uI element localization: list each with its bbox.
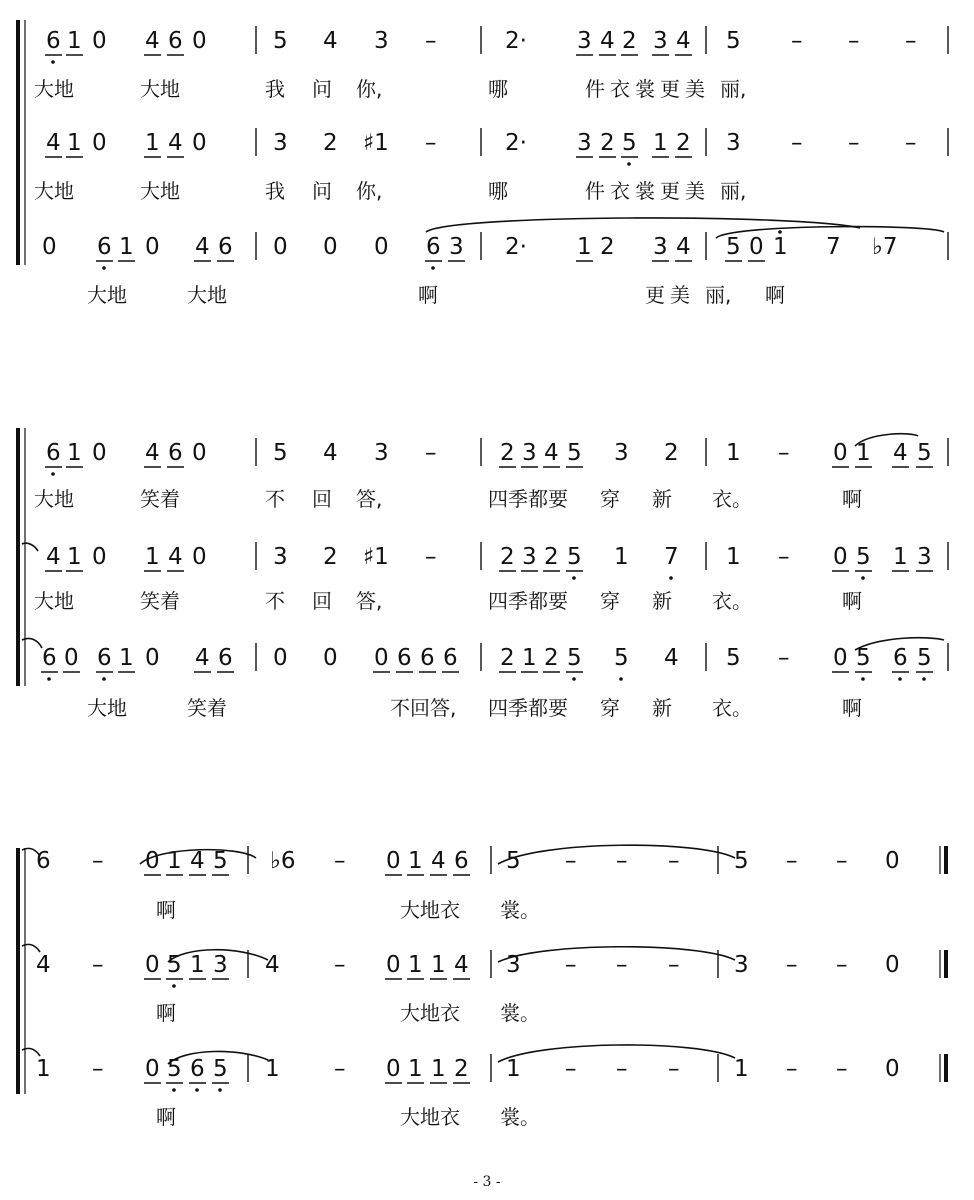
note: 5 [917,440,932,466]
note: 0 [833,440,848,466]
note: – [668,848,680,874]
note: 4 [676,28,691,54]
lyric: 笑着 [140,589,180,613]
note: 0 [42,234,57,260]
note: 1 [119,234,134,260]
lyric: 衣。 [712,589,752,613]
note: 4 [168,544,183,570]
note: 5 [726,234,741,260]
note: 0 [749,234,764,260]
note: 1 [190,952,205,978]
note: – [334,848,346,874]
note: – [836,952,848,978]
note: – [778,645,790,671]
note: 0 [192,130,207,156]
note: – [778,440,790,466]
note: 4 [46,544,61,570]
note: 0 [374,234,389,260]
note: – [92,848,104,874]
lyric: 问 [312,77,332,101]
note: 4 [676,234,691,260]
note: – [334,1056,346,1082]
lyric: 答, [356,589,383,613]
note: 3 [374,28,389,54]
low-octave-dot [861,677,865,681]
low-octave-dot [102,677,106,681]
note: 1 [145,130,160,156]
note: – [791,130,803,156]
note: 0 [885,848,900,874]
note: 2 [622,28,637,54]
lyric: 我 [265,77,285,101]
note: 2 [600,130,615,156]
note: 3 [577,28,592,54]
lyric: 美 [670,283,690,307]
note: 6 [443,645,458,671]
note: – [616,1056,628,1082]
lyric: 大地衣 [400,898,460,922]
note: 1 [577,234,592,260]
lyric: 美 [685,179,705,203]
lyric: 丽, [705,283,732,307]
lyric: 新 [652,696,672,720]
note: ♯1 [363,544,389,570]
note: – [425,28,437,54]
note: 1 [431,1056,446,1082]
note: 1 [522,645,537,671]
lyric: 穿 [600,589,620,613]
note: 5 [273,28,288,54]
high-octave-dot [778,230,782,234]
note: 0 [145,952,160,978]
low-octave-dot [572,677,576,681]
note: 3 [614,440,629,466]
note: 2· [505,234,527,260]
low-octave-dot [195,1088,199,1092]
note: 3 [653,28,668,54]
note: 4 [190,848,205,874]
note: – [668,952,680,978]
note: – [905,130,917,156]
note: 1 [36,1056,51,1082]
lyric: 啊 [842,487,862,511]
note: 5 [726,28,741,54]
note: 5 [734,848,749,874]
note: 6 [42,645,57,671]
note: 6 [46,440,61,466]
note: 3 [917,544,932,570]
lyric: 衣。 [712,487,752,511]
note: 3 [653,234,668,260]
note: – [565,952,577,978]
lyric: 更 [660,77,680,101]
note: 5 [856,645,871,671]
lyric: 裳。 [500,1105,540,1129]
note: 4 [323,28,338,54]
note: 1 [506,1056,521,1082]
note: ♭7 [872,234,898,260]
note: 6 [97,645,112,671]
note: 1 [67,130,82,156]
note: 3 [734,952,749,978]
note: 0 [92,130,107,156]
note: 0 [386,952,401,978]
note: 4 [195,234,210,260]
note: 4 [323,440,338,466]
note: 1 [408,848,423,874]
note: 0 [145,848,160,874]
note: 4 [195,645,210,671]
note: – [778,544,790,570]
note: 0 [386,1056,401,1082]
note: 2 [454,1056,469,1082]
lyric: 四季都要 [488,589,568,613]
note: 2 [500,645,515,671]
note: 6 [97,234,112,260]
note: 5 [273,440,288,466]
lyric: 不回答, [390,696,457,720]
note: 0 [885,952,900,978]
note: ♭6 [270,848,296,874]
note: 6 [454,848,469,874]
note: 1 [726,440,741,466]
note: 0 [833,544,848,570]
note: 2 [323,130,338,156]
note: 3 [522,440,537,466]
lyric: 件 [585,179,605,203]
low-octave-dot [898,677,902,681]
lyric: 回 [312,487,332,511]
lyric: 衣。 [712,696,752,720]
note: 0 [92,544,107,570]
note: 0 [145,234,160,260]
lyric: 新 [652,487,672,511]
note: 0 [885,1056,900,1082]
lyric: 啊 [842,696,862,720]
note: 4 [454,952,469,978]
lyric: 裳 [635,77,655,101]
lyric: 笑着 [187,696,227,720]
lyric: 大地 [87,283,127,307]
note: 0 [92,440,107,466]
lyric: 大地衣 [400,1001,460,1025]
lyric: 丽, [720,179,747,203]
note: 5 [917,645,932,671]
note: 0 [145,645,160,671]
note: 2 [500,544,515,570]
note: 0 [273,234,288,260]
low-octave-dot [172,1088,176,1092]
note: 5 [567,544,582,570]
note: – [848,28,860,54]
low-octave-dot [47,677,51,681]
note: 5 [856,544,871,570]
note: – [425,440,437,466]
score-content [18,20,948,1129]
low-octave-dot [922,677,926,681]
low-octave-dot [172,984,176,988]
note: 1 [614,544,629,570]
note: 1 [67,440,82,466]
note: 4 [145,440,160,466]
note: 1 [408,1056,423,1082]
note: 6 [218,234,233,260]
lyric: 新 [652,589,672,613]
lyric: 问 [312,179,332,203]
note: 6 [893,645,908,671]
note: – [616,952,628,978]
low-octave-dot [51,60,55,64]
note: – [92,1056,104,1082]
note: 4 [36,952,51,978]
note: 0 [145,1056,160,1082]
note: 5 [622,130,637,156]
lyric: 不 [265,589,285,613]
note: – [836,1056,848,1082]
low-octave-dot [572,576,576,580]
note: 0 [386,848,401,874]
note: 0 [192,440,207,466]
note: 4 [664,645,679,671]
lyric: 啊 [156,898,176,922]
note: 1 [893,544,908,570]
low-octave-dot [627,162,631,166]
lyric: 更 [645,283,665,307]
note: 4 [431,848,446,874]
note: 5 [614,645,629,671]
note: 3 [506,952,521,978]
note: 0 [374,645,389,671]
lyric: 裳。 [500,1001,540,1025]
tie-system1-bass [426,218,860,232]
lyric: 大地 [34,77,74,101]
note: – [565,1056,577,1082]
note: 4 [544,440,559,466]
lyric: 大地 [34,487,74,511]
low-octave-dot [431,266,435,270]
note: 2 [664,440,679,466]
lyric: 答, [356,487,383,511]
lyric: 啊 [765,283,785,307]
note: – [334,952,346,978]
lyric: 大地 [34,179,74,203]
note: 7 [826,234,841,260]
note: 4 [600,28,615,54]
note: 5 [726,645,741,671]
note: – [836,848,848,874]
lyric: 更 [660,179,680,203]
lyric: 我 [265,179,285,203]
note: 5 [213,1056,228,1082]
note: 4 [893,440,908,466]
note: 2 [544,645,559,671]
note: 0 [323,645,338,671]
note: 3 [374,440,389,466]
lyric: 笑着 [140,487,180,511]
note: 5 [506,848,521,874]
note: 6 [168,28,183,54]
note: 1 [773,234,788,260]
note: – [848,130,860,156]
note: – [92,952,104,978]
lyric: 美 [685,77,705,101]
note: 5 [167,952,182,978]
low-octave-dot [51,472,55,476]
ties [22,218,944,1064]
note: 3 [449,234,464,260]
note: 6 [426,234,441,260]
low-octave-dot [102,266,106,270]
note: 6 [190,1056,205,1082]
note: 6 [397,645,412,671]
note: 4 [46,130,61,156]
note: – [425,130,437,156]
lyric: 衣 [610,179,630,203]
lyric: 啊 [156,1105,176,1129]
note: 4 [265,952,280,978]
low-octave-dot [669,576,673,580]
note: 3 [273,130,288,156]
lyric: 你, [356,77,383,101]
note: 5 [167,1056,182,1082]
note: 2 [676,130,691,156]
lyric: 大地 [140,179,180,203]
lyric: 回 [312,589,332,613]
low-octave-dot [619,677,623,681]
lyric: 啊 [842,589,862,613]
note: 3 [213,952,228,978]
note: 2· [505,130,527,156]
note: 7 [664,544,679,570]
lyric: 啊 [156,1001,176,1025]
note: – [786,1056,798,1082]
lyric: 大地 [87,696,127,720]
note: 4 [168,130,183,156]
note: 1 [734,1056,749,1082]
note: 1 [67,544,82,570]
note: 1 [408,952,423,978]
note: 0 [192,544,207,570]
lyric: 大地 [34,589,74,613]
note: 0 [273,645,288,671]
low-octave-dot [218,1088,222,1092]
lyric: 穿 [600,696,620,720]
lyric: 大地 [187,283,227,307]
note: – [786,848,798,874]
page-number: - 3 - [473,1174,501,1190]
note: 5 [213,848,228,874]
note: 0 [323,234,338,260]
note: 2 [544,544,559,570]
note: 1 [145,544,160,570]
lyric: 裳 [635,179,655,203]
note: – [786,952,798,978]
lyric: 衣 [610,77,630,101]
note: 5 [567,440,582,466]
lyric: 裳。 [500,898,540,922]
lyric: 哪 [488,77,508,101]
lyric: 大地 [140,77,180,101]
note: 2 [500,440,515,466]
lyric: 不 [265,487,285,511]
note: 1 [265,1056,280,1082]
lyric: 你, [356,179,383,203]
note: 2 [323,544,338,570]
lyric: 穿 [600,487,620,511]
note: – [565,848,577,874]
note: ♯1 [363,130,389,156]
lyric: 四季都要 [488,696,568,720]
note: – [616,848,628,874]
lyric: 大地衣 [400,1105,460,1129]
note: – [668,1056,680,1082]
lyric: 四季都要 [488,487,568,511]
note: 2· [505,28,527,54]
note: 6 [218,645,233,671]
note: 0 [64,645,79,671]
lyric: 件 [585,77,605,101]
note: 3 [577,130,592,156]
note: 6 [46,28,61,54]
note: 4 [145,28,160,54]
note: 1 [856,440,871,466]
note: 0 [92,28,107,54]
note: 0 [833,645,848,671]
lyric: 啊 [418,283,438,307]
lyric: 丽, [720,77,747,101]
note: – [425,544,437,570]
note: 3 [522,544,537,570]
note: 5 [567,645,582,671]
note: 1 [653,130,668,156]
note: 6 [168,440,183,466]
low-octave-dot [861,576,865,580]
note: 2 [600,234,615,260]
note: 1 [67,28,82,54]
note: 6 [420,645,435,671]
note: 1 [167,848,182,874]
note: – [791,28,803,54]
note: – [905,28,917,54]
note: 0 [192,28,207,54]
note: 1 [431,952,446,978]
note: 3 [726,130,741,156]
note: 6 [36,848,51,874]
lyric: 哪 [488,179,508,203]
note: 3 [273,544,288,570]
note: 1 [119,645,134,671]
note: 1 [726,544,741,570]
